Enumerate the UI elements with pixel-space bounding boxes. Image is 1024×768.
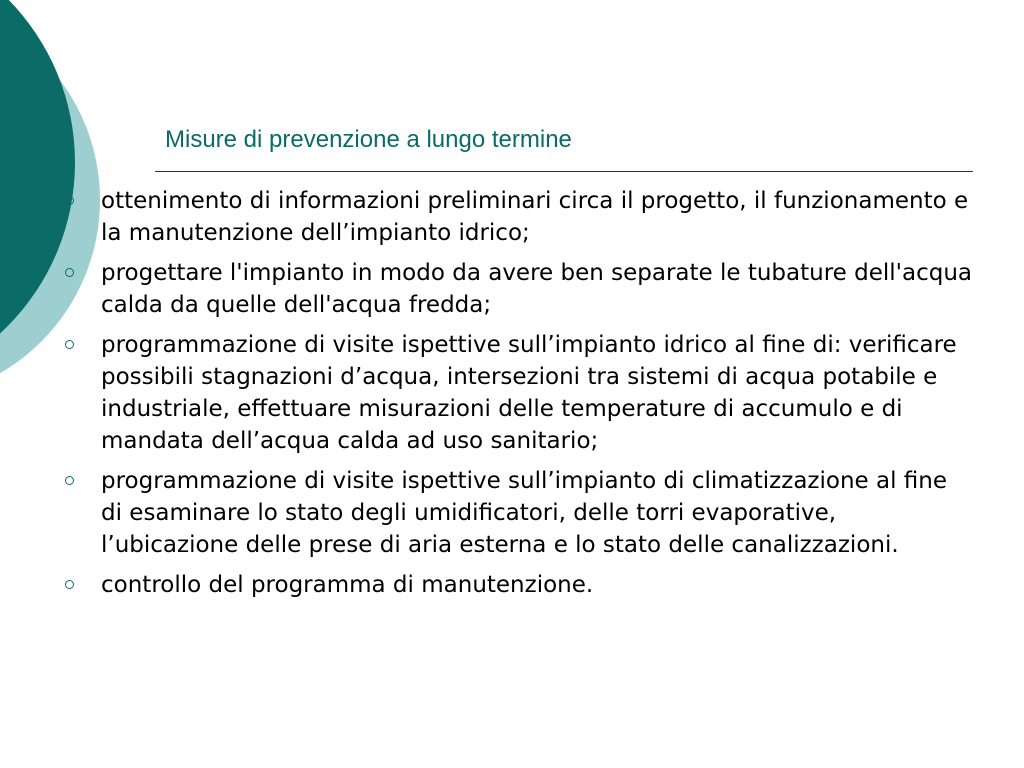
bullet-circle-icon <box>65 580 74 589</box>
title-divider <box>155 171 973 172</box>
bullet-circle-icon <box>65 268 74 277</box>
bullet-text: ottenimento di informazioni preliminari circa il progetto, il funzionamento e la manutenzione dell’impianto idrico; <box>101 188 969 246</box>
bullet-item <box>55 569 975 601</box>
bullet-text: programmazione di visite ispettive sull’impianto idrico al fine di: verificare possibili stagnazioni d’acqua, intersezioni tra sistemi di acqua potabile e industriale, effettuare misurazioni delle temperature di accumulo e di mandata dell’acqua calda ad uso sanitario; <box>101 332 957 454</box>
bullet-text: controllo del programma di manutenzione. <box>101 572 594 598</box>
bullet-circle-icon <box>65 196 74 205</box>
bullet-text: progettare l'impianto in modo da avere ben separate le tubature dell'acqua calda da quelle dell'acqua fredda; <box>101 260 973 318</box>
bullet-circle-icon <box>65 476 74 485</box>
bullet-item <box>55 257 975 321</box>
bullet-text: programmazione di visite ispettive sull’impianto di climatizzazione al fine di esaminare lo stato degli umidificatori, delle torri evaporative, l’ubicazione delle prese di aria esterna e lo stato delle canalizzazioni. <box>101 468 947 558</box>
bullet-item <box>55 185 975 249</box>
bullet-item <box>55 329 975 457</box>
bullet-circle-icon <box>65 340 74 349</box>
bullet-item <box>55 465 975 561</box>
bullet-list <box>55 185 975 609</box>
slide-title: Misure di prevenzione a lungo termine <box>165 126 572 153</box>
